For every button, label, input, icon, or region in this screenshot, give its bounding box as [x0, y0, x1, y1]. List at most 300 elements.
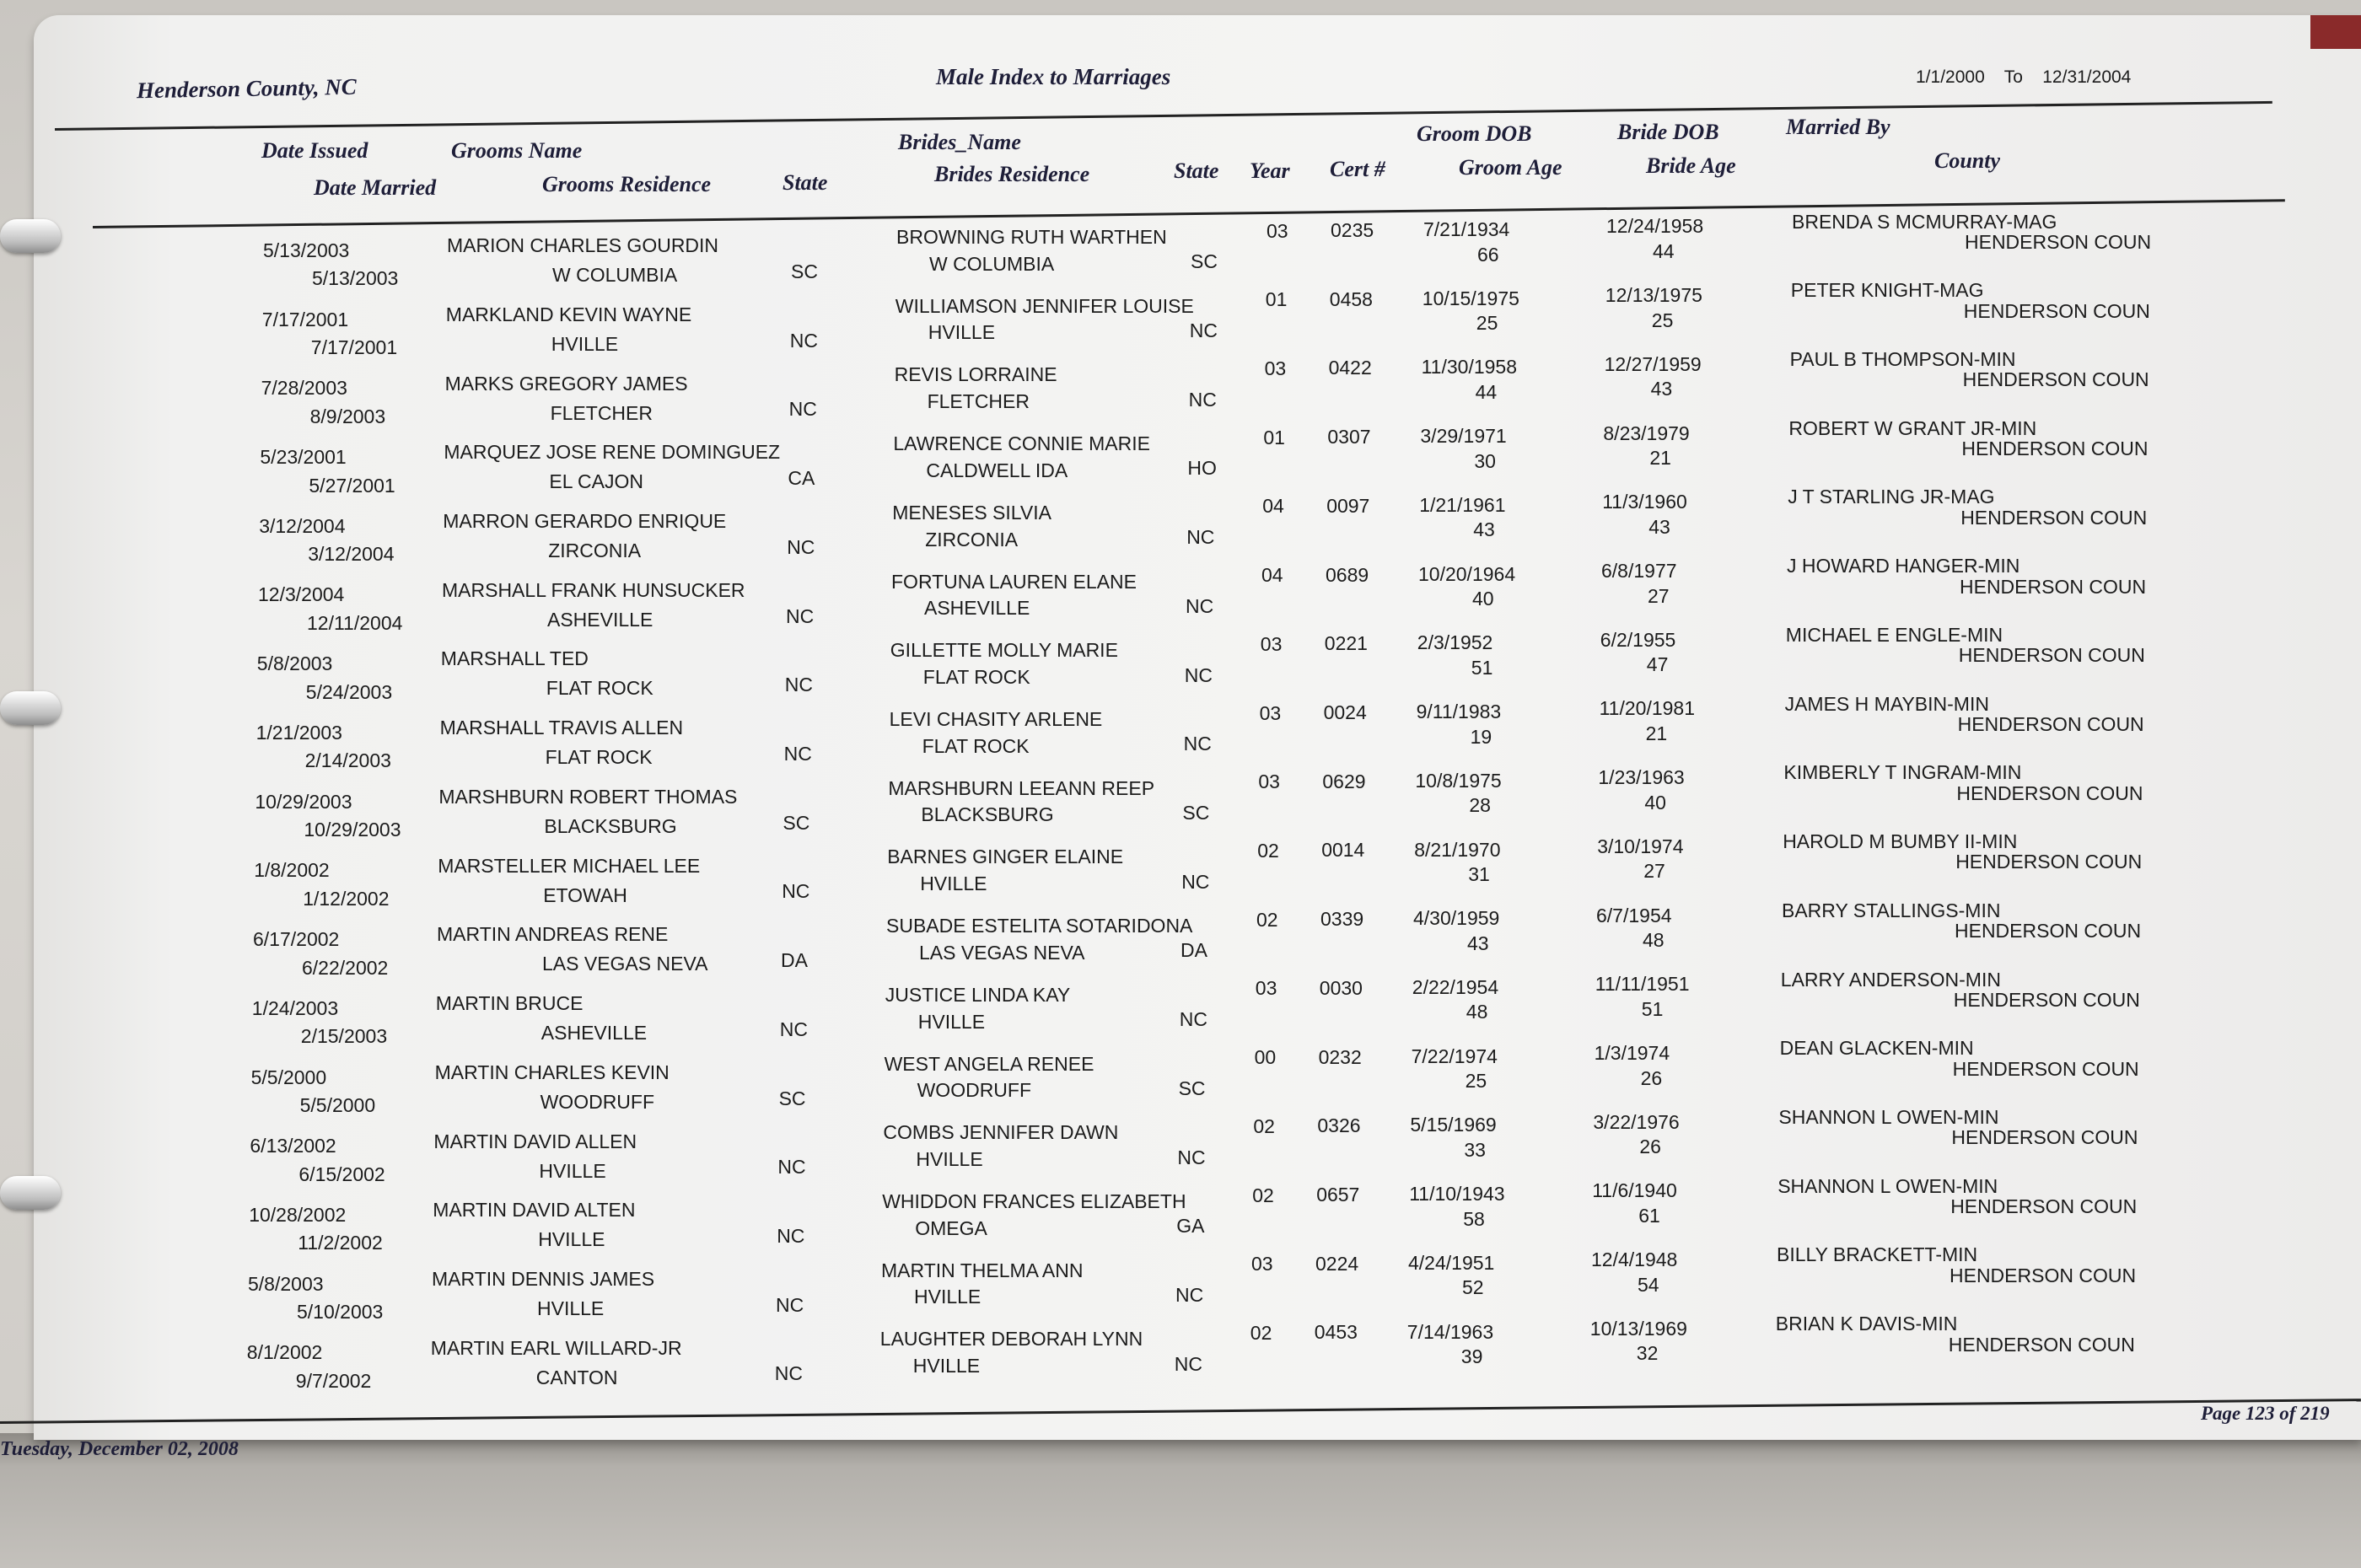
- col-brides-residence: Brides Residence: [934, 162, 1090, 186]
- record-date-married: 2/15/2003: [300, 1025, 388, 1048]
- record-groom-residence: W COLUMBIA: [552, 264, 678, 287]
- record-bride-residence: BLACKSBURG: [921, 803, 1054, 826]
- col-grooms-name: Grooms Name: [451, 138, 583, 163]
- record-groom-state: SC: [778, 1087, 806, 1109]
- record-bride-name: REVIS LORRAINE: [894, 363, 1057, 386]
- record-bride-age: 26: [1639, 1136, 1661, 1158]
- record-bride-name: MENESES SILVIA: [892, 501, 1051, 524]
- record-bride-age: 21: [1649, 447, 1671, 470]
- record-groom-residence: HVILLE: [551, 332, 619, 355]
- record-date-married: 12/11/2004: [307, 612, 403, 634]
- record-bride-dob: 11/3/1960: [1602, 491, 1687, 513]
- record-groom-residence: LAS VEGAS NEVA: [542, 953, 708, 975]
- record-cert: 0307: [1327, 426, 1371, 448]
- record-bride-dob: 12/13/1975: [1605, 284, 1702, 307]
- record-groom-age: 51: [1471, 656, 1493, 679]
- record-bride-dob: 3/22/1976: [1593, 1110, 1680, 1133]
- record-cert: 0689: [1326, 563, 1369, 586]
- record-groom-name: MARRON GERARDO ENRIQUE: [443, 510, 727, 533]
- record-cert: 0221: [1324, 632, 1368, 655]
- record-cert: 0453: [1314, 1321, 1358, 1344]
- record-married-by: JAMES H MAYBIN-MIN: [1784, 692, 1989, 715]
- record-groom-residence: FLAT ROCK: [545, 746, 653, 769]
- col-groom-state: State: [783, 170, 828, 195]
- record-groom-age: 31: [1468, 863, 1490, 886]
- record-bride-state: NC: [1186, 526, 1215, 549]
- record-bride-state: NC: [1175, 1284, 1204, 1307]
- col-grooms-residence: Grooms Residence: [542, 172, 712, 196]
- footer-rule: [0, 1399, 2361, 1424]
- record-married-by: BILLY BRACKETT-MIN: [1777, 1243, 1978, 1266]
- record-married-by: BRIAN K DAVIS-MIN: [1775, 1313, 1958, 1335]
- record-groom-name: MARSHALL TRAVIS ALLEN: [439, 717, 684, 739]
- record-groom-age: 19: [1470, 725, 1492, 748]
- record-bride-age: 40: [1644, 791, 1666, 814]
- record-bride-name: WEST ANGELA RENEE: [884, 1052, 1094, 1075]
- record-bride-dob: 11/20/1981: [1599, 697, 1695, 720]
- record-date-issued: 1/21/2003: [255, 721, 342, 744]
- record-date-issued: 5/5/2000: [250, 1066, 327, 1088]
- range-to-label: To: [2003, 67, 2023, 87]
- record-groom-state: NC: [779, 1018, 809, 1040]
- record-county: HENDERSON COUN: [1950, 1264, 2137, 1286]
- record-married-by: DEAN GLACKEN-MIN: [1779, 1037, 1974, 1060]
- record-groom-age: 52: [1462, 1276, 1484, 1299]
- record-bride-state: NC: [1181, 870, 1210, 893]
- record-cert: 0097: [1326, 494, 1370, 517]
- col-groom-dob: Groom DOB: [1417, 121, 1532, 146]
- record-county: HENDERSON COUN: [1963, 299, 2150, 322]
- record-date-married: 7/17/2001: [310, 336, 398, 359]
- record-bride-age: 26: [1640, 1066, 1663, 1089]
- record-groom-residence: ZIRCONIA: [548, 540, 642, 562]
- record-groom-name: MARTIN CHARLES KEVIN: [434, 1061, 670, 1083]
- record-bride-name: COMBS JENNIFER DAWN: [883, 1121, 1119, 1144]
- record-date-married: 8/9/2003: [309, 405, 386, 427]
- record-bride-dob: 12/4/1948: [1591, 1248, 1678, 1271]
- record-year: 02: [1257, 839, 1279, 862]
- col-bride-dob: Bride DOB: [1617, 120, 1719, 144]
- col-date-issued: Date Issued: [261, 138, 368, 163]
- record-bride-name: SUBADE ESTELITA SOTARIDONA: [886, 915, 1193, 937]
- record-bride-name: BROWNING RUTH WARTHEN: [896, 225, 1167, 248]
- record-bride-dob: 6/8/1977: [1601, 559, 1677, 582]
- record-bride-residence: ZIRCONIA: [925, 528, 1019, 550]
- record-bride-name: WHIDDON FRANCES ELIZABETH: [882, 1190, 1186, 1213]
- record-bride-state: GA: [1176, 1215, 1205, 1238]
- record-bride-age: 43: [1650, 378, 1673, 400]
- record-bride-age: 61: [1638, 1204, 1660, 1227]
- record-bride-name: JUSTICE LINDA KAY: [885, 983, 1071, 1006]
- record-bride-age: 48: [1643, 929, 1665, 952]
- record-groom-residence: EL CAJON: [549, 470, 644, 493]
- record-cert: 0458: [1329, 287, 1373, 310]
- record-year: 03: [1258, 771, 1280, 793]
- range-to: 12/31/2004: [2042, 67, 2132, 87]
- record-date-married: 6/22/2002: [302, 956, 389, 979]
- record-groom-state: NC: [776, 1293, 804, 1316]
- record-cert: 0024: [1323, 701, 1367, 723]
- col-brides-name: Brides_Name: [898, 130, 1021, 154]
- record-groom-dob: 4/24/1951: [1408, 1251, 1495, 1274]
- record-county: HENDERSON COUN: [1960, 506, 2148, 529]
- record-groom-dob: 1/21/1961: [1419, 493, 1506, 516]
- record-bride-state: SC: [1182, 801, 1210, 824]
- record-bride-state: NC: [1188, 388, 1217, 411]
- record-bride-state: SC: [1191, 250, 1218, 273]
- record-groom-name: MARION CHARLES GOURDIN: [447, 234, 719, 257]
- record-date-married: 10/29/2003: [304, 819, 401, 841]
- record-year: 04: [1261, 564, 1283, 587]
- record-groom-residence: HVILLE: [539, 1159, 606, 1182]
- record-groom-state: NC: [777, 1156, 806, 1179]
- record-bride-residence: FLETCHER: [927, 390, 1030, 413]
- col-bride-age: Bride Age: [1646, 153, 1736, 178]
- record-groom-dob: 10/15/1975: [1422, 287, 1519, 309]
- record-bride-state: NC: [1184, 663, 1213, 686]
- record-date-issued: 12/3/2004: [258, 583, 345, 606]
- record-year: 02: [1250, 1322, 1272, 1345]
- footer-date: Tuesday, December 02, 2008: [0, 1438, 239, 1460]
- record-county: HENDERSON COUN: [1960, 575, 2147, 598]
- record-year: 03: [1267, 219, 1288, 242]
- record-groom-residence: FLAT ROCK: [546, 677, 653, 700]
- record-bride-name: MARTIN THELMA ANN: [881, 1259, 1084, 1281]
- record-year: 02: [1256, 908, 1278, 931]
- record-bride-residence: HVILLE: [920, 873, 987, 895]
- record-groom-dob: 11/10/1943: [1409, 1183, 1505, 1206]
- record-date-married: 11/2/2002: [298, 1232, 383, 1254]
- record-bride-residence: CALDWELL IDA: [926, 459, 1068, 481]
- record-married-by: BRENDA S MCMURRAY-MAG: [1792, 210, 2057, 233]
- record-county: HENDERSON COUN: [1955, 920, 2142, 942]
- record-date-married: 5/10/2003: [297, 1301, 384, 1324]
- record-groom-state: NC: [774, 1362, 804, 1385]
- record-groom-dob: 11/30/1958: [1421, 356, 1517, 379]
- record-married-by: SHANNON L OWEN-MIN: [1778, 1105, 1999, 1128]
- record-bride-age: 51: [1641, 997, 1664, 1020]
- record-groom-age: 48: [1466, 1001, 1488, 1023]
- record-cert: 0339: [1320, 908, 1364, 931]
- record-county: HENDERSON COUN: [1955, 851, 2143, 873]
- record-married-by: PAUL B THOMPSON-MIN: [1789, 348, 2016, 371]
- table-surface: [0, 1433, 2361, 1568]
- record-groom-dob: 2/22/1954: [1412, 975, 1499, 998]
- record-date-issued: 6/17/2002: [253, 928, 340, 951]
- record-date-issued: 5/13/2003: [263, 239, 350, 261]
- record-date-issued: 7/28/2003: [261, 377, 347, 400]
- record-bride-dob: 6/7/1954: [1596, 904, 1672, 926]
- record-bride-age: 54: [1638, 1273, 1659, 1296]
- record-bride-age: 21: [1645, 722, 1668, 744]
- record-bride-name: LAWRENCE CONNIE MARIE: [893, 432, 1150, 455]
- col-married-by: Married By: [1786, 115, 1890, 139]
- record-year: 02: [1252, 1184, 1274, 1206]
- record-groom-age: 40: [1472, 588, 1494, 610]
- record-date-issued: 7/17/2001: [261, 308, 349, 330]
- record-bride-residence: OMEGA: [915, 1216, 987, 1239]
- record-date-married: 5/5/2000: [299, 1094, 376, 1117]
- record-bride-residence: HVILLE: [928, 321, 996, 344]
- record-groom-state: NC: [787, 535, 815, 558]
- record-bride-name: FORTUNA LAUREN ELANE: [891, 570, 1137, 593]
- record-groom-name: MARTIN DAVID ALTEN: [433, 1199, 636, 1222]
- record-cert: 0657: [1316, 1183, 1360, 1206]
- record-groom-name: MARQUEZ JOSE RENE DOMINGUEZ: [444, 441, 781, 464]
- record-groom-name: MARSTELLER MICHAEL LEE: [438, 854, 701, 877]
- record-bride-residence: LAS VEGAS NEVA: [919, 941, 1085, 964]
- record-married-by: SHANNON L OWEN-MIN: [1777, 1174, 1998, 1197]
- record-date-married: 5/13/2003: [312, 267, 399, 290]
- record-groom-age: 44: [1475, 380, 1498, 403]
- record-groom-name: MARTIN DAVID ALLEN: [433, 1130, 637, 1152]
- record-married-by: LARRY ANDERSON-MIN: [1780, 968, 2001, 991]
- record-bride-state: NC: [1177, 1146, 1206, 1168]
- binder-ring: [0, 1176, 61, 1210]
- record-county: HENDERSON COUN: [1957, 713, 2144, 736]
- record-date-married: 5/27/2001: [309, 474, 395, 497]
- record-groom-age: 33: [1464, 1138, 1486, 1161]
- record-groom-residence: CANTON: [535, 1366, 618, 1388]
- record-bride-state: NC: [1179, 1008, 1208, 1031]
- record-groom-dob: 8/21/1970: [1414, 838, 1501, 861]
- record-year: 00: [1254, 1046, 1277, 1069]
- record-bride-name: WILLIAMSON JENNIFER LOUISE: [895, 294, 1194, 317]
- record-groom-age: 25: [1476, 312, 1498, 335]
- record-bride-residence: HVILLE: [917, 1010, 986, 1033]
- record-groom-state: NC: [786, 604, 815, 627]
- record-date-married: 9/7/2002: [295, 1369, 372, 1392]
- record-bride-state: SC: [1178, 1077, 1206, 1099]
- record-groom-age: 58: [1463, 1207, 1485, 1230]
- record-county: HENDERSON COUN: [1950, 1195, 2138, 1218]
- record-date-issued: 1/8/2002: [254, 859, 330, 882]
- report-page: [0, 15, 2361, 1460]
- record-date-married: 6/15/2002: [298, 1163, 385, 1185]
- record-date-married: 1/12/2002: [303, 887, 390, 910]
- record-bride-age: 43: [1648, 515, 1670, 538]
- record-bride-residence: FLAT ROCK: [922, 665, 1030, 688]
- record-groom-age: 39: [1460, 1345, 1483, 1368]
- record-bride-residence: HVILLE: [914, 1286, 982, 1308]
- record-married-by: PETER KNIGHT-MAG: [1790, 279, 1984, 302]
- record-bride-dob: 12/24/1958: [1606, 215, 1704, 238]
- record-groom-dob: 9/11/1983: [1416, 701, 1502, 723]
- record-groom-state: NC: [784, 674, 814, 696]
- record-bride-state: NC: [1183, 733, 1212, 755]
- record-cert: 0235: [1331, 218, 1374, 241]
- record-groom-state: DA: [781, 949, 808, 972]
- record-bride-age: 25: [1651, 309, 1674, 331]
- record-bride-age: 27: [1648, 584, 1670, 607]
- record-bride-age: 47: [1646, 653, 1669, 676]
- record-date-married: 3/12/2004: [308, 543, 395, 566]
- record-date-married: 2/14/2003: [304, 749, 391, 772]
- col-county: County: [1934, 148, 2001, 173]
- record-date-issued: 3/12/2004: [259, 514, 346, 537]
- record-year: 03: [1259, 701, 1282, 724]
- record-groom-age: 43: [1473, 518, 1495, 541]
- page-number: Page 123 of 219: [2201, 1403, 2330, 1424]
- record-bride-residence: HVILLE: [912, 1355, 981, 1377]
- binder-ring: [0, 219, 61, 253]
- record-bride-dob: 1/3/1974: [1594, 1041, 1670, 1064]
- record-married-by: J T STARLING JR-MAG: [1788, 486, 1995, 508]
- record-bride-dob: 8/23/1979: [1603, 422, 1690, 444]
- record-year: 01: [1263, 426, 1285, 448]
- record-groom-dob: 7/22/1974: [1411, 1044, 1498, 1067]
- record-year: 04: [1262, 495, 1284, 518]
- record-married-by: MICHAEL E ENGLE-MIN: [1785, 623, 2003, 646]
- record-bride-dob: 11/11/1951: [1595, 973, 1690, 996]
- col-cert: Cert #: [1330, 157, 1385, 181]
- record-groom-dob: 10/20/1964: [1418, 562, 1516, 585]
- record-groom-state: SC: [791, 260, 818, 282]
- record-bride-name: GILLETTE MOLLY MARIE: [890, 639, 1118, 662]
- record-married-by: J HOWARD HANGER-MIN: [1787, 555, 2020, 577]
- record-bride-age: 44: [1653, 239, 1675, 262]
- record-county: HENDERSON COUN: [1965, 231, 2152, 253]
- record-county: HENDERSON COUN: [1962, 368, 2149, 391]
- record-groom-residence: WOODRUFF: [540, 1090, 655, 1113]
- record-groom-dob: 10/8/1975: [1415, 769, 1502, 792]
- record-cert: 0629: [1322, 770, 1366, 792]
- header-top-rule: [55, 101, 2272, 131]
- record-groom-state: NC: [789, 329, 819, 352]
- record-bride-age: 32: [1636, 1342, 1659, 1365]
- record-groom-residence: FLETCHER: [550, 401, 653, 424]
- record-groom-state: SC: [783, 811, 810, 834]
- record-groom-name: MARTIN BRUCE: [435, 992, 584, 1015]
- record-year: 03: [1251, 1253, 1273, 1275]
- record-groom-dob: 7/14/1963: [1406, 1320, 1494, 1343]
- record-groom-dob: 7/21/1934: [1423, 218, 1510, 241]
- record-groom-dob: 4/30/1959: [1413, 907, 1500, 930]
- record-groom-residence: ASHEVILLE: [541, 1022, 648, 1044]
- record-date-issued: 6/13/2002: [250, 1135, 336, 1157]
- record-married-by: ROBERT W GRANT JR-MIN: [1788, 416, 2037, 439]
- record-year: 03: [1260, 632, 1283, 655]
- record-cert: 0232: [1318, 1045, 1362, 1068]
- record-groom-residence: HVILLE: [538, 1228, 605, 1251]
- record-groom-name: MARSHALL TED: [440, 647, 589, 670]
- col-date-married: Date Married: [314, 175, 437, 200]
- record-cert: 0030: [1319, 976, 1363, 999]
- record-bride-residence: FLAT ROCK: [922, 734, 1030, 757]
- range-from: 1/1/2000: [1916, 67, 1985, 87]
- record-groom-age: 30: [1474, 449, 1496, 472]
- record-date-issued: 10/29/2003: [255, 790, 352, 813]
- record-cert: 0224: [1315, 1252, 1359, 1275]
- record-date-issued: 5/8/2003: [248, 1272, 324, 1295]
- date-range: [1916, 67, 2131, 88]
- record-groom-dob: 5/15/1969: [1410, 1114, 1497, 1136]
- binder-cover-edge: [2310, 15, 2361, 49]
- record-date-married: 5/24/2003: [305, 680, 393, 703]
- col-bride-state: State: [1174, 158, 1219, 183]
- record-groom-dob: 2/3/1952: [1417, 631, 1493, 654]
- record-groom-dob: 3/29/1971: [1420, 425, 1507, 448]
- record-bride-name: BARNES GINGER ELAINE: [887, 846, 1124, 868]
- record-bride-state: HO: [1187, 457, 1217, 480]
- report-title: Male Index to Marriages: [936, 64, 1171, 89]
- record-cert: 0326: [1317, 1114, 1361, 1137]
- record-date-issued: 1/24/2003: [251, 996, 339, 1019]
- record-married-by: KIMBERLY T INGRAM-MIN: [1783, 761, 2022, 784]
- record-year: 02: [1253, 1114, 1275, 1137]
- record-county: HENDERSON COUN: [1951, 1126, 2138, 1149]
- record-county: HENDERSON COUN: [1958, 644, 2145, 667]
- record-bride-state: NC: [1186, 594, 1214, 617]
- record-bride-age: 27: [1643, 860, 1665, 883]
- record-bride-name: LAUGHTER DEBORAH LYNN: [879, 1328, 1143, 1351]
- record-groom-state: CA: [788, 467, 815, 490]
- record-bride-residence: W COLUMBIA: [929, 252, 1055, 275]
- record-groom-name: MARKLAND KEVIN WAYNE: [445, 303, 692, 325]
- record-married-by: BARRY STALLINGS-MIN: [1782, 899, 2001, 921]
- record-date-issued: 5/23/2001: [260, 446, 347, 469]
- col-year: Year: [1250, 158, 1290, 183]
- record-groom-age: 28: [1469, 794, 1491, 817]
- record-year: 03: [1264, 357, 1287, 379]
- record-groom-state: NC: [777, 1225, 805, 1248]
- record-county: HENDERSON COUN: [1953, 988, 2140, 1011]
- record-county: HENDERSON COUN: [1956, 781, 2143, 804]
- record-groom-name: MARTIN DENNIS JAMES: [432, 1267, 655, 1290]
- record-bride-residence: ASHEVILLE: [924, 597, 1030, 620]
- record-groom-age: 25: [1465, 1070, 1487, 1093]
- record-groom-residence: HVILLE: [537, 1297, 605, 1319]
- record-bride-state: NC: [1174, 1352, 1203, 1375]
- record-bride-dob: 12/27/1959: [1604, 352, 1702, 375]
- record-groom-name: MARTIN ANDREAS RENE: [437, 923, 669, 946]
- record-groom-name: MARKS GREGORY JAMES: [444, 372, 688, 395]
- record-bride-name: MARSHBURN LEEANN REEP: [888, 776, 1155, 799]
- record-married-by: HAROLD M BUMBY II-MIN: [1783, 830, 2018, 853]
- record-bride-state: NC: [1189, 319, 1218, 341]
- record-year: 01: [1265, 288, 1288, 311]
- record-groom-name: MARSHBURN ROBERT THOMAS: [438, 785, 738, 808]
- record-county: HENDERSON COUN: [1952, 1057, 2139, 1080]
- record-bride-state: DA: [1180, 939, 1207, 962]
- record-date-issued: 5/8/2003: [256, 652, 333, 675]
- record-cert: 0422: [1328, 357, 1372, 379]
- record-date-issued: 10/28/2002: [249, 1203, 347, 1226]
- record-bride-name: LEVI CHASITY ARLENE: [889, 708, 1103, 730]
- record-groom-age: 66: [1477, 243, 1499, 266]
- record-bride-dob: 3/10/1974: [1597, 835, 1684, 857]
- record-groom-name: MARSHALL FRANK HUNSUCKER: [442, 578, 745, 601]
- record-bride-dob: 10/13/1969: [1589, 1317, 1687, 1340]
- record-groom-residence: ETOWAH: [543, 883, 627, 906]
- record-groom-state: NC: [783, 742, 812, 765]
- record-groom-state: NC: [788, 398, 817, 421]
- record-date-issued: 8/1/2002: [246, 1341, 323, 1364]
- binder-ring: [0, 691, 61, 725]
- record-bride-residence: WOODRUFF: [917, 1079, 1032, 1102]
- county-title: Henderson County, NC: [136, 73, 358, 104]
- col-groom-age: Groom Age: [1459, 155, 1562, 180]
- record-cert: 0014: [1321, 839, 1365, 862]
- record-year: 03: [1255, 977, 1277, 1000]
- record-groom-state: NC: [782, 880, 810, 903]
- record-groom-residence: BLACKSBURG: [544, 814, 677, 837]
- record-groom-age: 43: [1467, 932, 1489, 954]
- record-groom-residence: ASHEVILLE: [547, 608, 653, 631]
- record-bride-dob: 6/2/1955: [1600, 628, 1676, 651]
- record-bride-residence: HVILLE: [916, 1148, 983, 1171]
- record-bride-dob: 1/23/1963: [1598, 766, 1685, 789]
